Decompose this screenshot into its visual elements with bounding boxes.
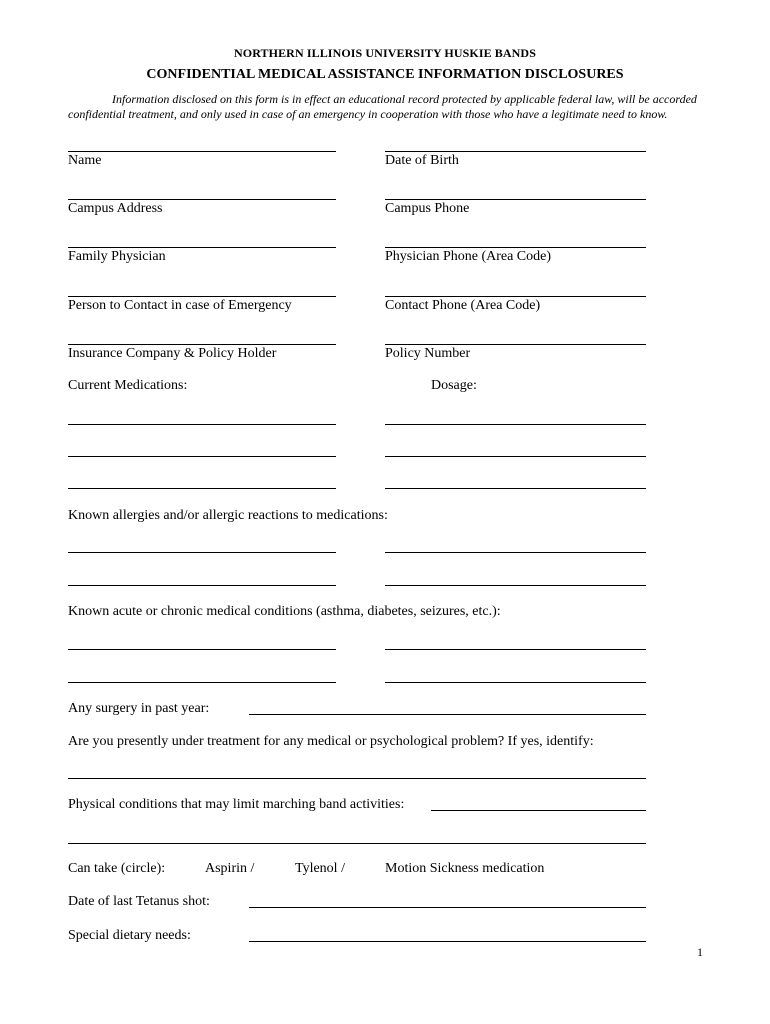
current-medications-label: Current Medications: xyxy=(68,378,188,393)
dietary-needs-input-line[interactable] xyxy=(249,941,646,942)
dosage-input-line[interactable] xyxy=(385,456,646,457)
physical-conditions-input-line[interactable] xyxy=(68,843,646,844)
dietary-needs-label: Special dietary needs: xyxy=(68,928,191,943)
confidentiality-notice: Information disclosed on this form is in effect an educational record protected by applicable federal law, will be accorded confidential treatment, and only used in case of an emergency in cooperation with those who have a legitimate need to know. xyxy=(68,92,697,121)
allergy-input-line[interactable] xyxy=(68,552,336,553)
name-input-line[interactable] xyxy=(68,151,336,152)
condition-input-line[interactable] xyxy=(68,649,336,650)
insurance-input-line[interactable] xyxy=(68,344,336,345)
tylenol-option[interactable]: Tylenol / xyxy=(295,861,345,876)
family-physician-input-line[interactable] xyxy=(68,247,336,248)
campus-address-label: Campus Address xyxy=(68,201,163,216)
physician-phone-label: Physician Phone (Area Code) xyxy=(385,249,552,264)
motion-sickness-option[interactable]: Motion Sickness medication xyxy=(385,861,545,876)
allergy-input-line[interactable] xyxy=(68,585,336,586)
condition-input-line[interactable] xyxy=(385,649,646,650)
contact-phone-input-line[interactable] xyxy=(385,296,646,297)
dosage-input-line[interactable] xyxy=(385,488,646,489)
dosage-input-line[interactable] xyxy=(385,424,646,425)
surgery-label: Any surgery in past year: xyxy=(68,701,210,716)
policy-number-input-line[interactable] xyxy=(385,344,646,345)
allergy-input-line[interactable] xyxy=(385,585,646,586)
medication-input-line[interactable] xyxy=(68,456,336,457)
aspirin-option[interactable]: Aspirin / xyxy=(205,861,255,876)
campus-phone-label: Campus Phone xyxy=(385,201,470,216)
date-of-birth-label: Date of Birth xyxy=(385,153,459,168)
emergency-contact-input-line[interactable] xyxy=(68,296,336,297)
emergency-contact-label: Person to Contact in case of Emergency xyxy=(68,298,292,313)
name-label: Name xyxy=(68,153,102,168)
family-physician-label: Family Physician xyxy=(68,249,166,264)
allergies-label: Known allergies and/or allergic reactions to medications: xyxy=(68,508,388,523)
contact-phone-label: Contact Phone (Area Code) xyxy=(385,298,541,313)
institution-header: NORTHERN ILLINOIS UNIVERSITY HUSKIE BANDS xyxy=(234,46,536,60)
medication-input-line[interactable] xyxy=(68,424,336,425)
condition-input-line[interactable] xyxy=(385,682,646,683)
campus-address-input-line[interactable] xyxy=(68,199,336,200)
dosage-label: Dosage: xyxy=(431,378,477,393)
physical-conditions-label: Physical conditions that may limit marching band activities: xyxy=(68,797,405,812)
treatment-input-line[interactable] xyxy=(68,778,646,779)
treatment-label: Are you presently under treatment for any medical or psychological problem? If yes, identify: xyxy=(68,734,594,749)
tetanus-label: Date of last Tetanus shot: xyxy=(68,894,210,909)
surgery-input-line[interactable] xyxy=(249,714,646,715)
allergy-input-line[interactable] xyxy=(385,552,646,553)
form-title: CONFIDENTIAL MEDICAL ASSISTANCE INFORMATION DISCLOSURES xyxy=(146,67,624,82)
insurance-label: Insurance Company & Policy Holder xyxy=(68,346,277,361)
date-of-birth-input-line[interactable] xyxy=(385,151,646,152)
physician-phone-input-line[interactable] xyxy=(385,247,646,248)
page-number: 1 xyxy=(697,945,703,959)
campus-phone-input-line[interactable] xyxy=(385,199,646,200)
can-take-label: Can take (circle): xyxy=(68,861,166,876)
policy-number-label: Policy Number xyxy=(385,346,471,361)
medical-conditions-label: Known acute or chronic medical conditions (asthma, diabetes, seizures, etc.): xyxy=(68,604,501,619)
tetanus-input-line[interactable] xyxy=(249,907,646,908)
physical-conditions-input-line[interactable] xyxy=(431,810,646,811)
condition-input-line[interactable] xyxy=(68,682,336,683)
medication-input-line[interactable] xyxy=(68,488,336,489)
